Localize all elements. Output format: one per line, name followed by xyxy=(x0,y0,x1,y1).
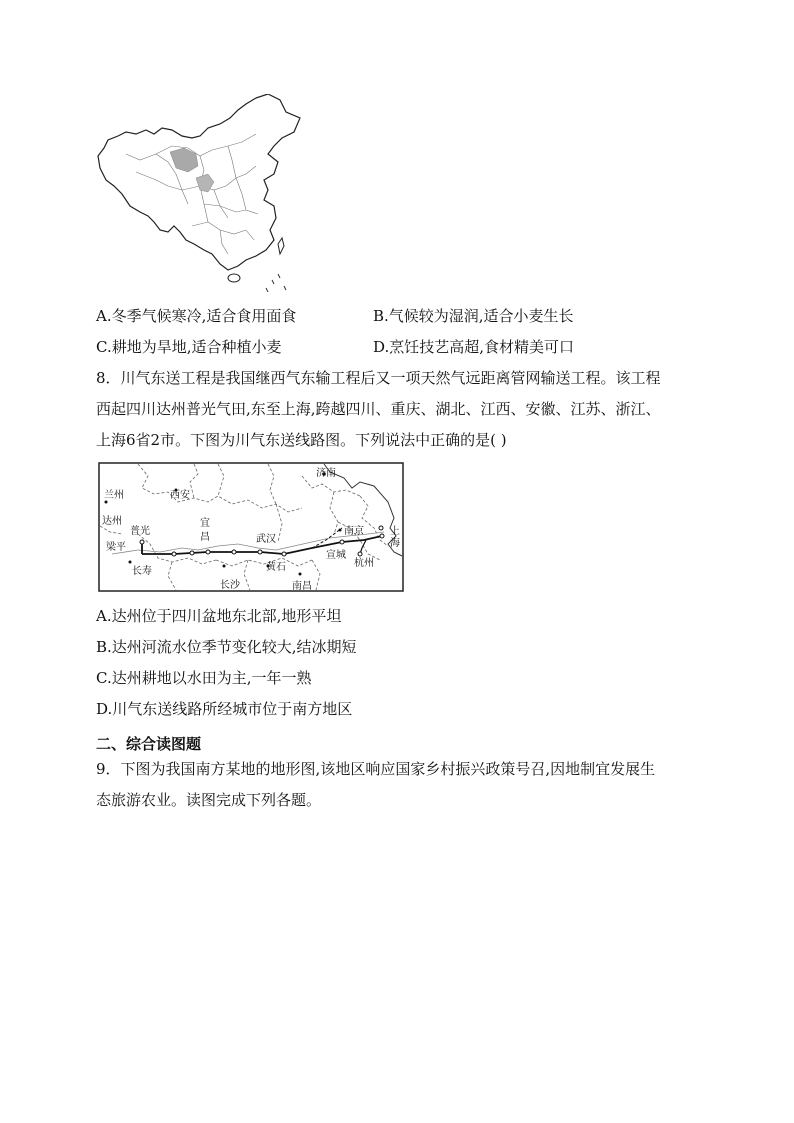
label-hangzhou: 杭州 xyxy=(354,558,374,569)
q8-option-a[interactable]: A.达州位于四川盆地东北部,地形平坦 xyxy=(96,607,342,625)
label-xian: 西安 xyxy=(170,490,190,501)
label-dazhou: 达州 xyxy=(102,516,122,527)
label-liangping: 梁平 xyxy=(106,542,126,553)
q7-option-d[interactable]: D.烹饪技艺高超,食材精美可口 xyxy=(373,338,575,356)
taiwan-island xyxy=(278,238,284,254)
q8-stem-line-2: 西起四川达州普光气田,东至上海,跨越四川、重庆、湖北、江西、安徽、江苏、浙江、 xyxy=(96,400,661,418)
label-nanchang: 南昌 xyxy=(292,581,312,592)
route-map-svg xyxy=(98,462,404,592)
hainan-island xyxy=(228,274,240,282)
q7-option-a[interactable]: A.冬季气候寒冷,适合食用面食 xyxy=(96,307,297,325)
label-xuancheng: 宣城 xyxy=(326,550,346,561)
q8-option-c[interactable]: C.达州耕地以水田为主,一年一熟 xyxy=(96,669,312,687)
q8-option-b[interactable]: B.达州河流水位季节变化较大,结冰期短 xyxy=(96,638,357,656)
south-sea-islands xyxy=(266,274,286,292)
label-yichang-2: 昌 xyxy=(200,532,210,543)
label-shanghai-1: 上 xyxy=(390,526,400,537)
label-changshou: 长寿 xyxy=(132,566,152,577)
label-jinan: 济南 xyxy=(316,468,336,479)
label-changsha: 长沙 xyxy=(220,580,240,591)
label-nanjing: 南京 xyxy=(344,526,364,537)
label-huangshi: 黄石 xyxy=(266,562,286,573)
section-heading: 二、综合读图题 xyxy=(96,735,202,753)
label-yichang-1: 宜 xyxy=(200,518,210,529)
q9-stem-line-2: 态旅游农业。读图完成下列各题。 xyxy=(96,791,322,809)
q7-option-c[interactable]: C.耕地为旱地,适合种植小麦 xyxy=(96,338,282,356)
label-shanghai-2: 海 xyxy=(390,538,400,549)
q8-option-d[interactable]: D.川气东送线路所经城市位于南方地区 xyxy=(96,700,353,718)
china-map-figure xyxy=(96,94,301,294)
q8-stem-line-1: 8．川气东送工程是我国继西气东输工程后又一项天然气远距离管网输送工程。该工程 xyxy=(96,369,661,387)
pipeline-route-map xyxy=(98,462,404,592)
q8-stem-line-3: 上海6省2市。下图为川气东送线路图。下列说法中正确的是( ) xyxy=(96,431,507,449)
label-wuhan: 武汉 xyxy=(256,534,276,545)
q9-stem-line-1: 9．下图为我国南方某地的地形图,该地区响应国家乡村振兴政策号召,因地制宜发展生 xyxy=(96,760,656,778)
china-map-svg xyxy=(96,94,301,294)
q7-option-b[interactable]: B.气候较为湿润,适合小麦生长 xyxy=(373,307,574,325)
label-puguang: 普光 xyxy=(130,526,150,537)
label-lanzhou: 兰州 xyxy=(104,490,124,501)
